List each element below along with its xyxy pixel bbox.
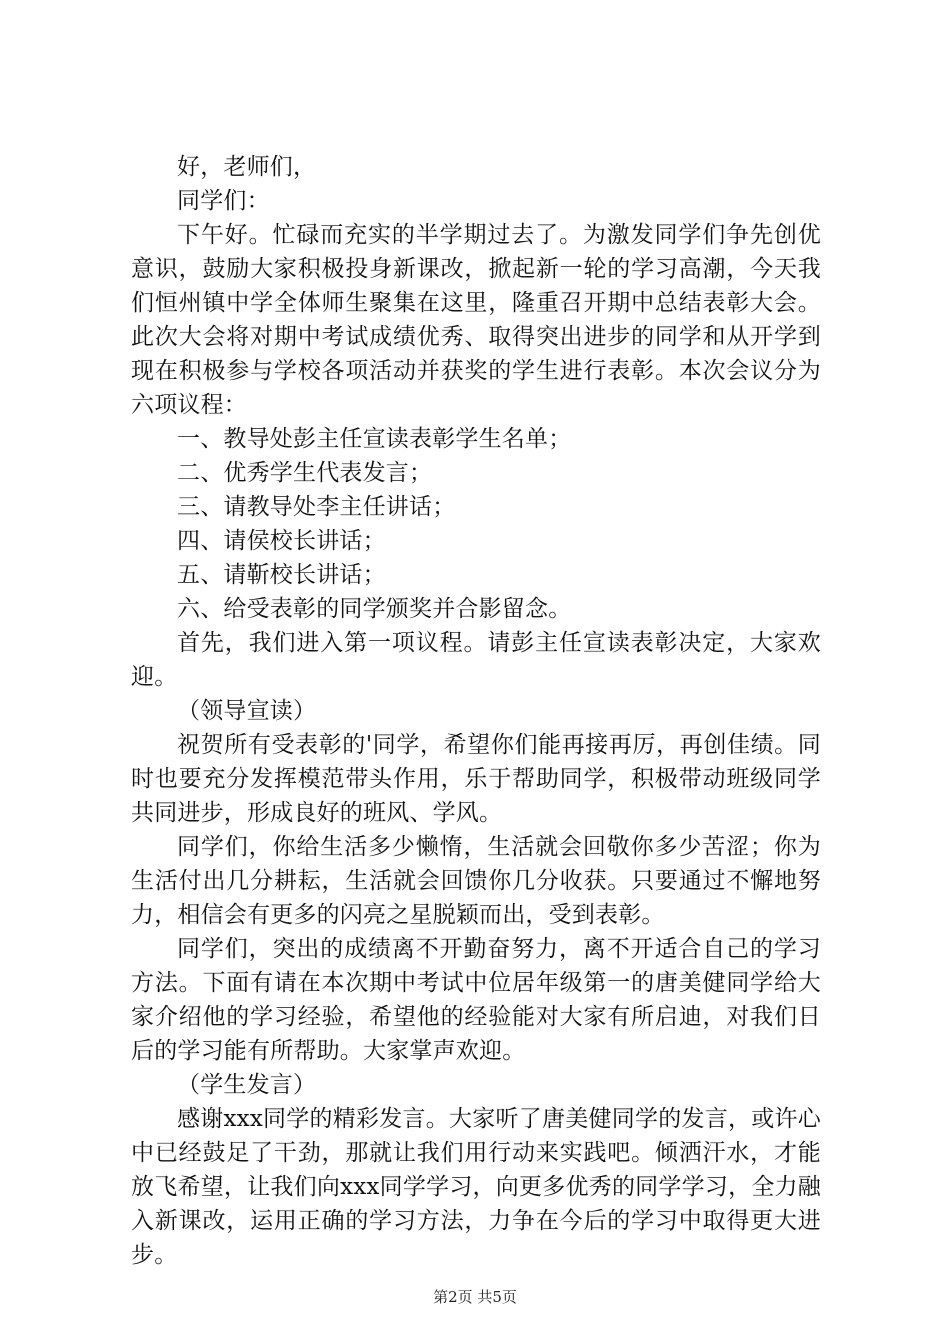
agenda-item-3: 三、请教导处李主任讲话；	[177, 494, 456, 520]
paragraph-thanks: 感谢xxx同学的精彩发言。大家听了唐美健同学的发言，或许心中已经鼓足了干劲，那就让我们用行动来实践吧。倾洒汗水，才能放飞希望，让我们向xxx同学学习，向更多优秀的同学学习，全力融入新课改，运用正确的学习方法，力争在今后的学习中取得更大进步。	[131, 1106, 821, 1268]
paragraph-encouragement: 同学们，你给生活多少懒惰，生活就会回敬你多少苦涩；你为生活付出几分耕耘，生活就会回馈你几分收获。只要通过不懈地努力，相信会有更多的闪亮之星脱颖而出，受到表彰。	[131, 834, 821, 928]
paragraph-greeting-teachers: 好，老师们，	[177, 154, 317, 180]
paragraph-introduce-student: 同学们，突出的成绩离不开勤奋努力，离不开适合自己的学习方法。下面有请在本次期中考试中位居年级第一的唐美健同学给大家介绍他的学习经验，希望他的经验能对大家有所启迪，对我们日后的学习能有所帮助。大家掌声欢迎。	[131, 936, 821, 1064]
paragraph-opening: 下午好。忙碌而充实的半学期过去了。为激发同学们争先创优意识，鼓励大家积极投身新课改，掀起新一轮的学习高潮，今天我们恒州镇中学全体师生聚集在这里，隆重召开期中总结表彰大会。此次大会将对期中考试成绩优秀、取得突出进步的同学和从开学到现在积极参与学校各项活动并获奖的学生进行表彰。本次会议分为六项议程：	[131, 222, 821, 418]
paragraph-first-item: 首先，我们进入第一项议程。请彭主任宣读表彰决定，大家欢迎。	[131, 630, 821, 690]
paragraph-congratulations: 祝贺所有受表彰的'同学，希望你们能再接再厉，再创佳绩。同时也要充分发挥模范带头作用，乐于帮助同学，积极带动班级同学共同进步，形成良好的班风、学风。	[131, 732, 821, 826]
agenda-item-6: 六、给受表彰的同学颁奖并合影留念。	[177, 596, 572, 622]
agenda-item-1: 一、教导处彭主任宣读表彰学生名单；	[177, 426, 572, 452]
paragraph-leader-reading: （领导宣读）	[177, 698, 317, 724]
agenda-item-5: 五、请靳校长讲话；	[177, 562, 386, 588]
page-number-footer: 第2页 共5页	[433, 1288, 517, 1306]
paragraph-student-speech: （学生发言）	[177, 1072, 317, 1098]
document-body	[131, 150, 821, 1272]
paragraph-greeting-students: 同学们：	[177, 188, 270, 214]
agenda-item-2: 二、优秀学生代表发言；	[177, 460, 433, 486]
agenda-item-4: 四、请侯校长讲话；	[177, 528, 386, 554]
